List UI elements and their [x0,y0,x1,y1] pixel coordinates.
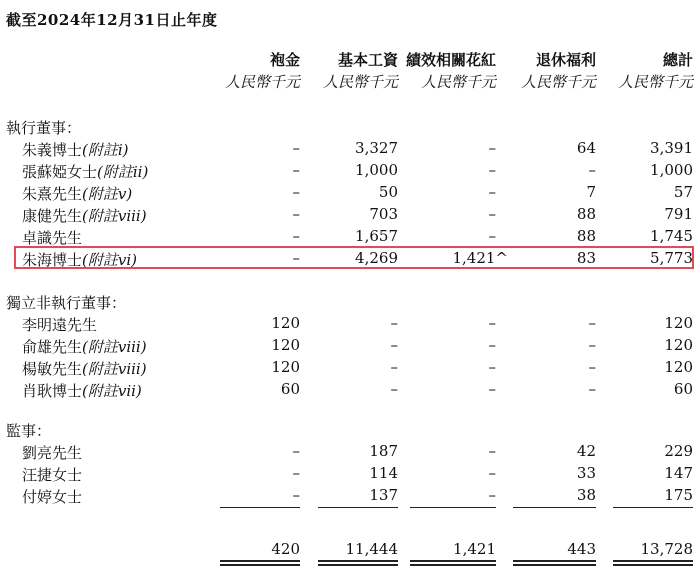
value-cell: 4,269 [355,249,398,267]
group-heading-row [0,117,700,139]
director-name: 肖耿博士 [22,382,83,400]
value-cell: 3,327 [355,139,398,157]
director-name: 朱義博士 [22,141,83,159]
total-cell: 11,444 [345,540,398,558]
value-cell: – [292,227,300,245]
totals-row [0,540,700,562]
value-cell: 703 [369,205,398,223]
total-double-rule [410,564,496,566]
value-cell: 1,421^ [452,249,508,267]
value-cell: 60 [673,380,693,398]
value-cell: 1,000 [355,161,398,179]
director-name: 康健先生 [22,207,83,225]
value-cell: – [488,139,496,157]
director-name: 卓識先生 [22,229,83,247]
director-label [22,139,129,160]
value-cell: 1,745 [650,227,693,245]
director-note: (附註ii) [97,163,149,181]
group-heading: 監事： [6,422,52,440]
director-note: (附註viii) [82,360,147,378]
value-cell: – [488,227,496,245]
total-double-rule [410,560,496,562]
column-header-unit: 人民幣千元 [224,73,300,91]
value-cell: 7 [586,183,596,201]
director-note: (附註viii) [82,338,147,356]
director-note: (附註i) [82,141,129,159]
value-cell: 33 [576,464,596,482]
group-heading-row [0,292,700,314]
value-cell: 60 [280,380,300,398]
value-cell: – [292,486,300,504]
value-cell: – [588,336,596,354]
value-cell: 229 [664,442,693,460]
director-name: 付婷女士 [22,488,83,506]
director-name: 劉亮先生 [22,444,83,462]
column-header-name: 績效相關花紅 [405,51,496,69]
value-cell: – [292,442,300,460]
value-cell: 175 [664,486,693,504]
director-name: 朱海博士 [22,251,83,269]
table-row [0,336,700,358]
column-header [406,49,496,92]
value-cell: – [390,336,398,354]
value-cell: 114 [369,464,398,482]
total-double-rule [220,560,300,562]
total-cell: 1,421 [453,540,496,558]
total-cell: 13,728 [640,540,693,558]
value-cell: 88 [576,205,596,223]
director-label [22,358,147,379]
director-label [22,336,147,357]
director-label [22,183,132,204]
director-note: (附註vi) [82,251,137,269]
value-cell: – [390,380,398,398]
director-label [22,314,97,335]
value-cell: – [488,380,496,398]
value-cell: – [488,183,496,201]
value-cell: 3,391 [650,139,693,157]
total-cell: 420 [271,540,300,558]
director-note: (附註v) [82,185,133,203]
column-header-unit: 人民幣千元 [322,73,398,91]
value-cell: – [488,161,496,179]
column-header [618,49,693,92]
column-header-name: 基本工資 [337,51,398,69]
value-cell: 120 [664,336,693,354]
value-cell: – [292,205,300,223]
value-cell: 88 [576,227,596,245]
table-row [0,442,700,464]
column-header-unit: 人民幣千元 [617,73,693,91]
group-heading: 獨立非執行董事： [6,294,127,312]
table-title: 截至2024年12月31日止年度 [6,11,218,29]
table-row [0,139,700,161]
value-cell: – [292,183,300,201]
director-name: 俞雄先生 [22,338,83,356]
table-row [0,205,700,227]
director-name: 楊敏先生 [22,360,83,378]
director-label [22,464,82,485]
total-double-rule [613,564,693,566]
total-double-rule [220,564,300,566]
value-cell: 38 [576,486,596,504]
value-cell: 64 [576,139,596,157]
value-cell: – [292,464,300,482]
table-row [0,380,700,402]
value-cell: 120 [271,336,300,354]
director-name: 汪捷女士 [22,466,83,484]
highlight-box [14,246,694,269]
total-double-rule [613,560,693,562]
group-heading: 執行董事： [6,119,82,137]
subtotal-rule [613,507,693,508]
value-cell: 120 [664,314,693,332]
value-cell: – [588,161,596,179]
value-cell: 1,000 [650,161,693,179]
column-header [225,49,300,92]
value-cell: 5,773 [650,249,693,267]
table-row [0,464,700,486]
column-header [521,49,596,92]
value-cell: 120 [664,358,693,376]
total-double-rule [513,564,596,566]
value-cell: – [488,486,496,504]
total-double-rule [318,560,398,562]
value-cell: 791 [664,205,693,223]
group-heading-row [0,420,700,442]
value-cell: – [292,161,300,179]
subtotal-rule [513,507,596,508]
director-label [22,486,82,507]
value-cell: – [488,205,496,223]
director-label [22,227,82,248]
value-cell: – [488,358,496,376]
column-header-name: 袍金 [269,51,300,69]
table-row [0,486,700,508]
total-double-rule [318,564,398,566]
table-row [0,183,700,205]
director-name: 李明遠先生 [22,316,98,334]
director-name: 張蘇婭女士 [22,163,98,181]
value-cell: – [390,314,398,332]
value-cell: – [588,314,596,332]
director-label [22,442,82,463]
subtotal-rule [410,507,496,508]
value-cell: – [588,358,596,376]
table-row [0,358,700,380]
column-header-unit: 人民幣千元 [420,73,496,91]
subtotal-rule [318,507,398,508]
value-cell: 1,657 [355,227,398,245]
total-cell: 443 [567,540,596,558]
director-label [22,380,142,401]
value-cell: 120 [271,314,300,332]
value-cell: – [488,464,496,482]
column-header-name: 總計 [662,51,693,69]
value-cell: 147 [664,464,693,482]
value-cell: – [488,314,496,332]
director-note: (附註viii) [82,207,147,225]
director-label [22,161,148,182]
column-header-unit: 人民幣千元 [520,73,596,91]
value-cell: – [488,336,496,354]
table-row [0,161,700,183]
subtotal-rule [220,507,300,508]
director-name: 朱熹先生 [22,185,83,203]
column-header [323,49,398,92]
value-cell: 50 [378,183,398,201]
value-cell: – [390,358,398,376]
total-double-rule [513,560,596,562]
value-cell: 42 [576,442,596,460]
value-cell: – [488,442,496,460]
value-cell: 57 [673,183,693,201]
value-cell: 137 [369,486,398,504]
column-header-name: 退休福利 [535,51,596,69]
value-cell: 83 [576,249,596,267]
director-note: (附註vii) [82,382,142,400]
value-cell: 187 [369,442,398,460]
director-label [22,205,147,226]
table-row [0,314,700,336]
value-cell: 120 [271,358,300,376]
value-cell: – [588,380,596,398]
value-cell: – [292,139,300,157]
value-cell: – [292,249,300,267]
